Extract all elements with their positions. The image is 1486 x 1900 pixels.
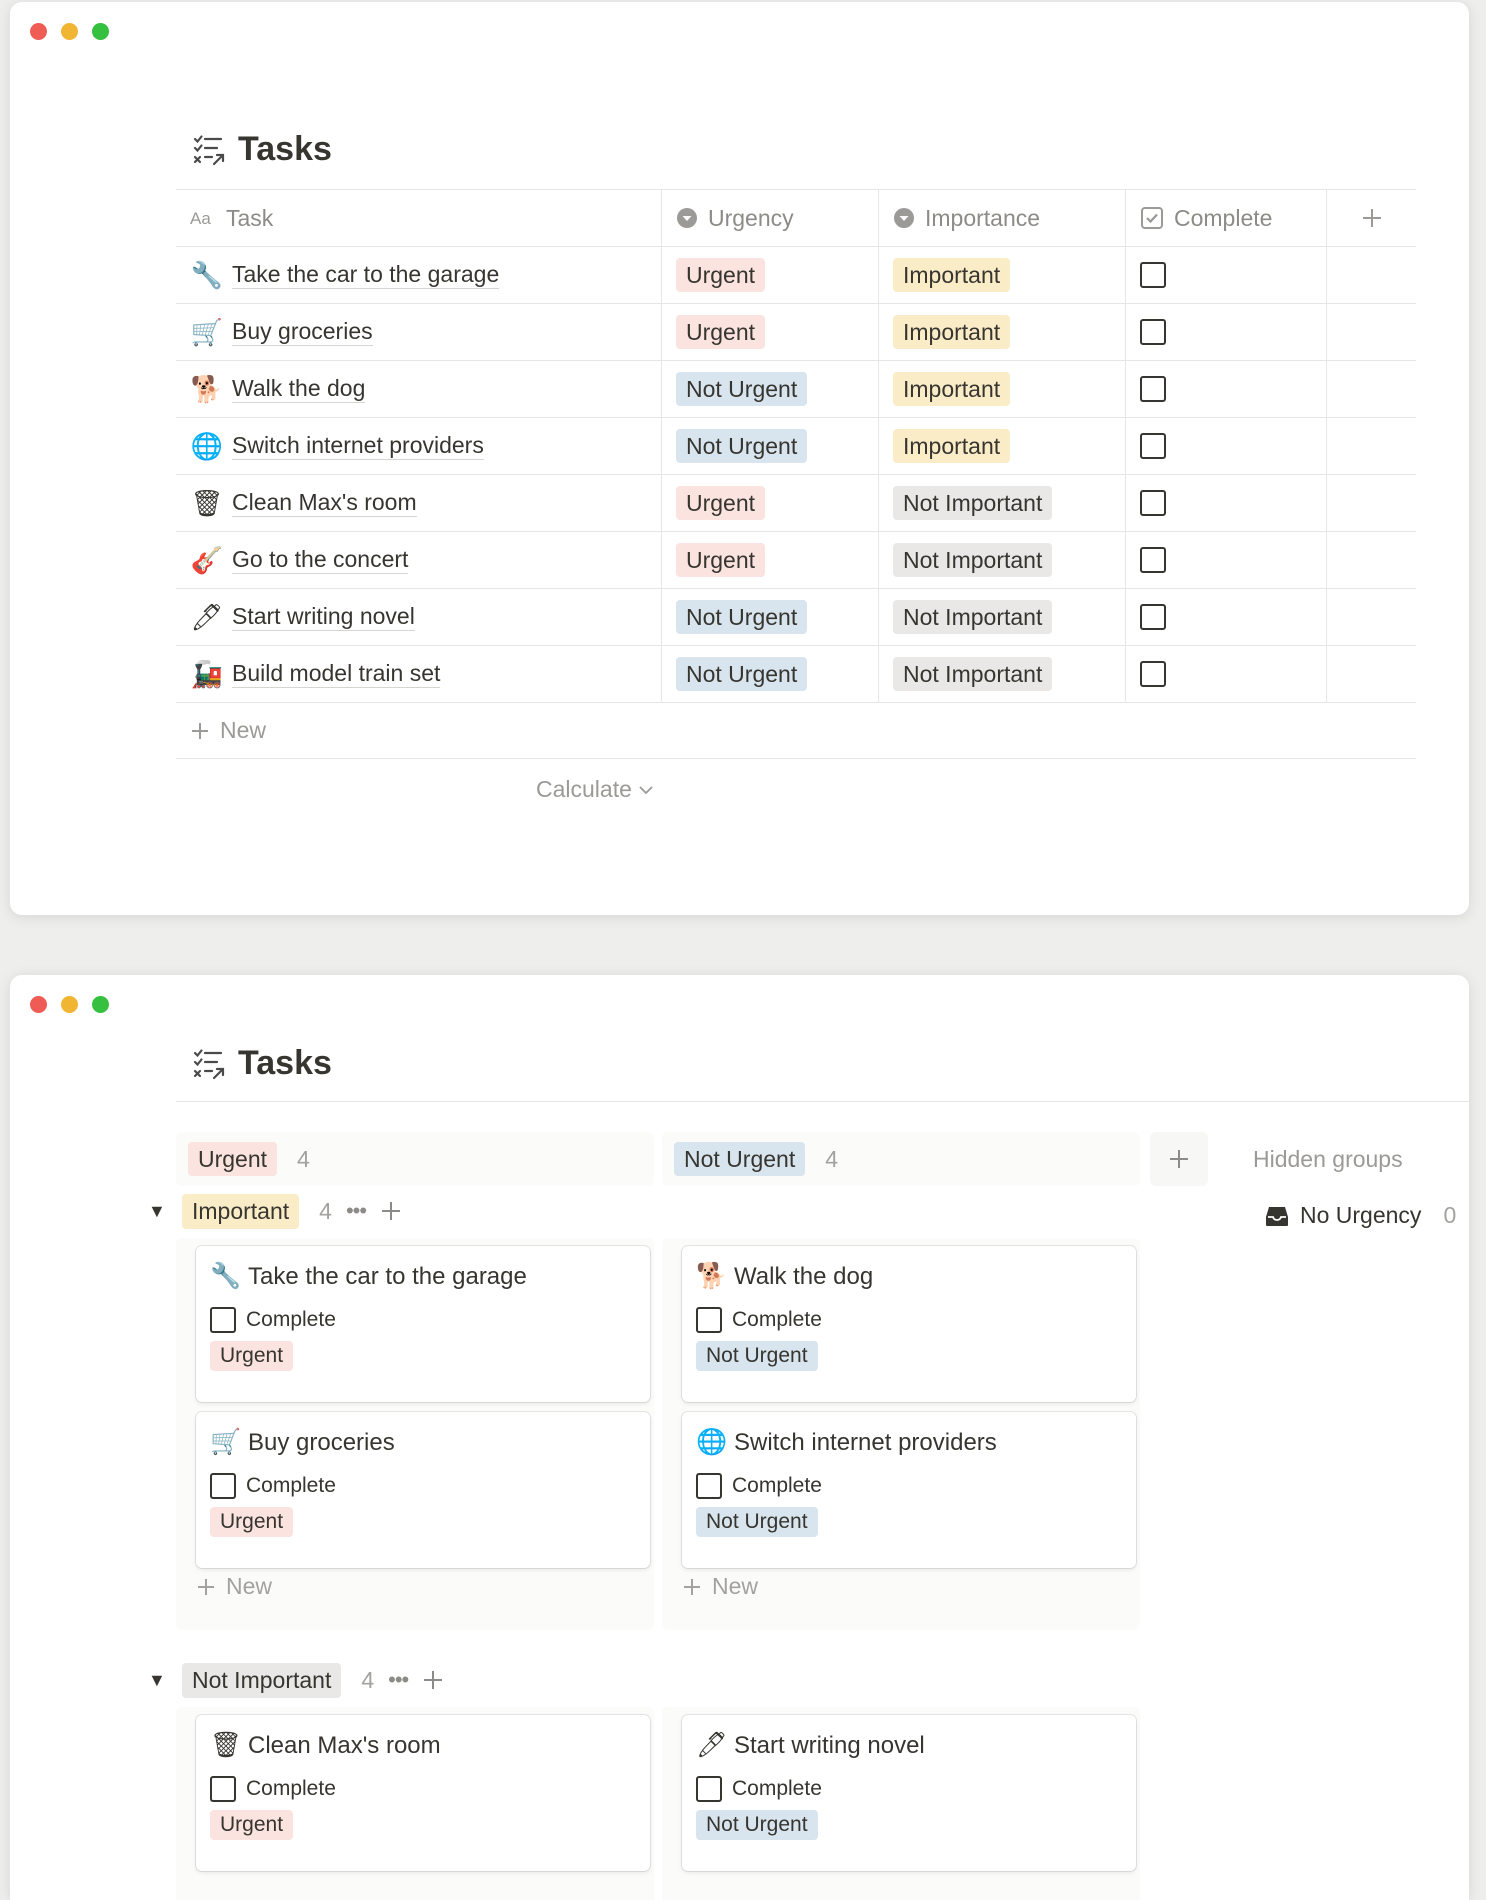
- cell-task[interactable]: [176, 475, 662, 531]
- complete-checkbox[interactable]: [696, 1473, 722, 1499]
- task-name[interactable]: Clean Max's room: [232, 489, 417, 516]
- table-row[interactable]: [176, 304, 1416, 361]
- inbox-tray-icon: [1264, 1204, 1290, 1228]
- close-window-button[interactable]: [30, 996, 47, 1013]
- property-label: Complete: [246, 1308, 336, 1331]
- group-header-important: [148, 1194, 402, 1229]
- urgency-tag: Urgent: [676, 486, 765, 521]
- task-icon: 🖊: [696, 1731, 728, 1759]
- task-icon: 🔧: [210, 1262, 242, 1290]
- column-header-label: Importance: [925, 204, 1041, 231]
- plus-icon[interactable]: [380, 1200, 402, 1222]
- card-title-text: Walk the dog: [734, 1262, 874, 1290]
- column-header-task[interactable]: [176, 190, 662, 246]
- task-name[interactable]: Build model train set: [232, 660, 441, 687]
- plus-icon[interactable]: [422, 1669, 444, 1691]
- plus-icon: [1168, 1148, 1190, 1170]
- cell-importance[interactable]: [879, 532, 1126, 588]
- cell-empty: [1327, 475, 1416, 531]
- card-complete-property: [696, 1307, 1122, 1333]
- cell-importance[interactable]: [879, 589, 1126, 645]
- column-header-complete[interactable]: [1126, 190, 1327, 246]
- column-count: 4: [825, 1145, 839, 1172]
- divider: [176, 1101, 1469, 1102]
- cell-importance[interactable]: [879, 304, 1126, 360]
- tasks-checklist-icon: [192, 1047, 226, 1081]
- column-header-urgency[interactable]: [662, 190, 879, 246]
- pen-icon: 🖊: [190, 601, 224, 632]
- column-header-label: Urgency: [708, 204, 794, 231]
- hidden-group-no-urgency[interactable]: [1264, 1202, 1456, 1229]
- card-title: [696, 1262, 1122, 1291]
- property-label: Complete: [246, 1777, 336, 1800]
- table-row[interactable]: [176, 532, 1416, 589]
- urgency-tag: Urgent: [210, 1810, 293, 1840]
- checkbox-property-icon: [1140, 206, 1164, 230]
- importance-tag: Important: [893, 315, 1010, 350]
- urgency-tag: Not Urgent: [676, 657, 807, 692]
- new-card-button[interactable]: [196, 1573, 272, 1600]
- urgency-tag: Not Urgent: [676, 429, 807, 464]
- new-card-label: New: [712, 1573, 759, 1599]
- group-header-not-important: [148, 1663, 444, 1698]
- column-count: 4: [297, 1145, 310, 1172]
- column-tag: Urgent: [188, 1142, 277, 1177]
- table-row[interactable]: [176, 361, 1416, 418]
- card-complete-property: [210, 1473, 636, 1499]
- urgency-tag: Urgent: [210, 1507, 293, 1537]
- cell-task[interactable]: [176, 418, 662, 474]
- window-controls: [30, 996, 109, 1013]
- cell-complete: [1126, 418, 1327, 474]
- page-title-text: Tasks: [238, 1044, 332, 1082]
- board-card[interactable]: [682, 1246, 1136, 1402]
- table-row[interactable]: [176, 475, 1416, 532]
- new-card-label: New: [226, 1573, 273, 1599]
- select-property-icon: [893, 207, 915, 229]
- complete-checkbox[interactable]: [1140, 490, 1166, 516]
- minimize-window-button[interactable]: [61, 23, 78, 40]
- complete-checkbox[interactable]: [696, 1307, 722, 1333]
- importance-tag: Not Important: [893, 600, 1052, 635]
- table-header-row: [176, 189, 1416, 247]
- table-row[interactable]: [176, 247, 1416, 304]
- plus-icon: [190, 721, 210, 741]
- board-card[interactable]: [196, 1412, 650, 1568]
- task-name[interactable]: Buy groceries: [232, 318, 373, 345]
- property-label: Complete: [732, 1474, 822, 1497]
- board-view-window: [10, 975, 1469, 1900]
- cell-task[interactable]: [176, 361, 662, 417]
- table-row[interactable]: [176, 418, 1416, 475]
- card-title: [210, 1262, 636, 1291]
- card-title-text: Take the car to the garage: [248, 1262, 527, 1290]
- guitar-icon: 🎸: [190, 544, 224, 575]
- svg-text:Aa: Aa: [190, 209, 211, 228]
- cell-complete: [1126, 532, 1327, 588]
- column-header-label: Complete: [1174, 204, 1273, 231]
- cell-importance[interactable]: [879, 361, 1126, 417]
- task-icon: 🌐: [696, 1428, 728, 1456]
- cell-urgency[interactable]: [662, 532, 879, 588]
- maximize-window-button[interactable]: [92, 996, 109, 1013]
- complete-checkbox[interactable]: [1140, 433, 1166, 459]
- complete-checkbox[interactable]: [1140, 604, 1166, 630]
- cell-importance[interactable]: [879, 646, 1126, 702]
- card-title-text: Start writing novel: [734, 1731, 925, 1759]
- group-tag: Important: [182, 1194, 299, 1229]
- cell-task[interactable]: [176, 532, 662, 588]
- complete-checkbox[interactable]: [696, 1776, 722, 1802]
- importance-tag: Important: [893, 429, 1010, 464]
- property-label: Complete: [246, 1474, 336, 1497]
- urgency-tag: Not Urgent: [676, 600, 807, 635]
- complete-checkbox[interactable]: [1140, 262, 1166, 288]
- complete-checkbox[interactable]: [1140, 319, 1166, 345]
- card-title: [210, 1428, 636, 1457]
- task-icon: 🐕: [696, 1262, 728, 1290]
- page-title-text: Tasks: [238, 130, 332, 168]
- page-title: [192, 130, 332, 169]
- group-count: 4: [319, 1197, 332, 1224]
- card-complete-property: [696, 1473, 1122, 1499]
- calculate-dropdown[interactable]: [536, 776, 654, 803]
- add-property-button[interactable]: [1327, 190, 1416, 246]
- toggle-triangle-icon[interactable]: ▼: [148, 1669, 166, 1690]
- cell-urgency[interactable]: [662, 475, 879, 531]
- cell-complete: [1126, 247, 1327, 303]
- cell-task[interactable]: [176, 304, 662, 360]
- table-row[interactable]: [176, 589, 1416, 646]
- complete-checkbox[interactable]: [1140, 661, 1166, 687]
- urgency-tag: Not Urgent: [696, 1507, 818, 1537]
- task-name[interactable]: Walk the dog: [232, 375, 366, 402]
- urgency-tag: Urgent: [676, 258, 765, 293]
- task-name[interactable]: Switch internet providers: [232, 432, 484, 459]
- cell-urgency[interactable]: [662, 646, 879, 702]
- cell-importance[interactable]: [879, 247, 1126, 303]
- group-tag: Not Important: [182, 1663, 341, 1698]
- table-body: [176, 247, 1416, 703]
- train-icon: 🚂: [190, 658, 224, 689]
- cell-complete: [1126, 361, 1327, 417]
- cell-empty: [1327, 646, 1416, 702]
- add-group-button[interactable]: [1150, 1132, 1208, 1186]
- board-column-not-urgent[interactable]: [662, 1132, 1140, 1186]
- window-controls: [30, 23, 109, 40]
- wrench-icon: 🔧: [190, 259, 224, 290]
- importance-tag: Not Important: [893, 657, 1052, 692]
- page-title: [192, 1044, 332, 1083]
- tasks-checklist-icon: [192, 133, 226, 167]
- task-name[interactable]: Start writing novel: [232, 603, 415, 630]
- cell-empty: [1327, 532, 1416, 588]
- card-complete-property: [210, 1776, 636, 1802]
- complete-checkbox[interactable]: [1140, 547, 1166, 573]
- cell-urgency[interactable]: [662, 589, 879, 645]
- new-row-label: New: [220, 717, 267, 743]
- card-complete-property: [210, 1307, 636, 1333]
- complete-checkbox[interactable]: [210, 1307, 236, 1333]
- card-title: [210, 1731, 636, 1760]
- urgency-tag: Not Urgent: [696, 1341, 818, 1371]
- board-card[interactable]: [196, 1715, 650, 1871]
- calculate-label: Calculate: [536, 776, 632, 802]
- table-row[interactable]: [176, 646, 1416, 703]
- shopping-cart-icon: 🛒: [190, 316, 224, 347]
- cell-complete: [1126, 475, 1327, 531]
- tasks-table: [176, 189, 1416, 759]
- plus-icon: [682, 1577, 702, 1597]
- cell-task[interactable]: [176, 247, 662, 303]
- hidden-groups-label: Hidden groups: [1253, 1146, 1403, 1172]
- plus-icon: [1361, 207, 1383, 229]
- close-window-button[interactable]: [30, 23, 47, 40]
- task-icon: 🗑: [210, 1731, 242, 1759]
- cell-urgency[interactable]: [662, 418, 879, 474]
- more-options-icon[interactable]: •••: [345, 1198, 367, 1224]
- cell-urgency[interactable]: [662, 361, 879, 417]
- globe-icon: 🌐: [190, 430, 224, 461]
- new-row-button[interactable]: [176, 703, 1416, 759]
- urgency-tag: Urgent: [676, 543, 765, 578]
- complete-checkbox[interactable]: [210, 1776, 236, 1802]
- task-icon: 🛒: [210, 1428, 242, 1456]
- importance-tag: Not Important: [893, 543, 1052, 578]
- cell-complete: [1126, 646, 1327, 702]
- task-name[interactable]: Take the car to the garage: [232, 261, 500, 288]
- board-card[interactable]: [682, 1715, 1136, 1871]
- select-property-icon: [676, 207, 698, 229]
- more-options-icon[interactable]: •••: [388, 1667, 409, 1693]
- complete-checkbox[interactable]: [210, 1473, 236, 1499]
- cell-empty: [1327, 589, 1416, 645]
- maximize-window-button[interactable]: [92, 23, 109, 40]
- cell-complete: [1126, 589, 1327, 645]
- card-title-text: Switch internet providers: [734, 1428, 997, 1456]
- table-view-window: [10, 2, 1469, 915]
- column-header-label: Task: [226, 204, 274, 231]
- cell-urgency[interactable]: [662, 247, 879, 303]
- cell-complete: [1126, 304, 1327, 360]
- urgency-tag: Urgent: [676, 315, 765, 350]
- hidden-group-label: No Urgency: [1300, 1202, 1422, 1228]
- text-property-icon: [190, 208, 216, 228]
- card-title: [696, 1731, 1122, 1760]
- property-label: Complete: [732, 1777, 822, 1800]
- cell-task[interactable]: [176, 589, 662, 645]
- chevron-down-icon: [638, 784, 654, 796]
- cell-importance[interactable]: [879, 418, 1126, 474]
- board-card[interactable]: [682, 1412, 1136, 1568]
- new-card-button[interactable]: [682, 1573, 758, 1600]
- card-complete-property: [696, 1776, 1122, 1802]
- urgency-tag: Not Urgent: [676, 372, 807, 407]
- minimize-window-button[interactable]: [61, 996, 78, 1013]
- cell-task[interactable]: [176, 646, 662, 702]
- card-title: [696, 1428, 1122, 1457]
- cell-empty: [1327, 361, 1416, 417]
- urgency-tag: Urgent: [210, 1341, 293, 1371]
- hidden-group-count: 0: [1443, 1202, 1457, 1228]
- wastebasket-icon: 🗑: [190, 487, 224, 518]
- toggle-triangle-icon[interactable]: ▼: [148, 1200, 166, 1221]
- urgency-tag: Not Urgent: [696, 1810, 818, 1840]
- card-title-text: Clean Max's room: [248, 1731, 441, 1759]
- importance-tag: Important: [893, 372, 1010, 407]
- complete-checkbox[interactable]: [1140, 376, 1166, 402]
- importance-tag: Not Important: [893, 486, 1052, 521]
- cell-urgency[interactable]: [662, 304, 879, 360]
- importance-tag: Important: [893, 258, 1010, 293]
- cell-empty: [1327, 247, 1416, 303]
- plus-icon: [196, 1577, 216, 1597]
- group-count: 4: [361, 1666, 375, 1693]
- property-label: Complete: [732, 1308, 822, 1331]
- task-name[interactable]: Go to the concert: [232, 546, 409, 573]
- dog-icon: 🐕: [190, 373, 224, 404]
- cell-importance[interactable]: [879, 475, 1126, 531]
- card-title-text: Buy groceries: [248, 1428, 395, 1456]
- column-header-importance[interactable]: [879, 190, 1126, 246]
- cell-empty: [1327, 304, 1416, 360]
- board-column-urgent[interactable]: [176, 1132, 654, 1186]
- cell-empty: [1327, 418, 1416, 474]
- column-tag: Not Urgent: [674, 1142, 805, 1177]
- board-card[interactable]: [196, 1246, 650, 1402]
